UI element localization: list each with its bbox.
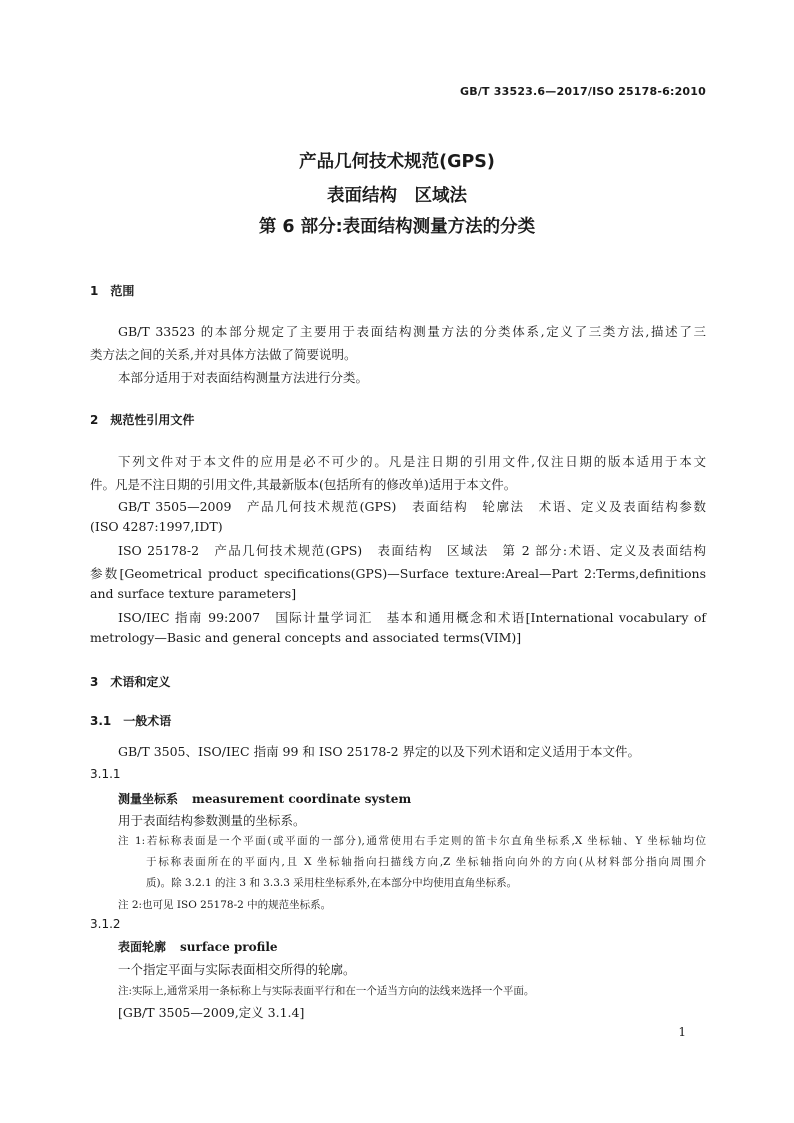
- term-3-1-2-number: 3.1.2: [90, 917, 121, 931]
- ref-2-line-1: ISO 25178-2 产品几何技术规范(GPS) 表面结构 区域法 第 2 部分:术语、定义及表面结构: [118, 543, 706, 558]
- term-3-1-1: [118, 790, 411, 807]
- ref-2-line-2: 参数[Geometrical product specifications(GPS)—Surface texture:Areal—Part 2:Terms,definitions: [90, 566, 706, 581]
- s1-paragraph-1-line-2: 类方法之间的关系,并对具体方法做了简要说明。: [90, 347, 357, 362]
- term-3-1-1-definition: 用于表面结构参数测量的坐标系。: [118, 813, 306, 828]
- term-3-1-2: [118, 938, 278, 955]
- s2-paragraph-1-line-1: 下列文件对于本文件的应用是必不可少的。凡是注日期的引用文件,仅注日期的版本适用于本文: [118, 454, 706, 469]
- term-3-1-1-note-1-line-3: 质)。除 3.2.1 的注 3 和 3.3.3 采用柱坐标系外,在本部分中均使用直角坐标系。: [146, 877, 518, 889]
- ref-1-line-1: GB/T 3505—2009 产品几何技术规范(GPS) 表面结构 轮廓法 术语、定义及表面结构参数: [118, 499, 706, 514]
- ref-1-line-2: (ISO 4287:1997,IDT): [90, 519, 223, 534]
- section-3-heading: 3 术语和定义: [90, 675, 171, 689]
- term-3-1-1-note-1-line-2: 于标称表面所在的平面内,且 X 坐标轴指向扫描线方向,Z 坐标轴指向向外的方向(从材料部分指向周围介: [146, 856, 706, 868]
- term-3-1-1-note-2: 注 2:也可见 ISO 25178-2 中的规范坐标系。: [118, 899, 332, 911]
- term-3-1-2-zh: 表面轮廓: [118, 940, 167, 954]
- term-3-1-1-en: measurement coordinate system: [192, 792, 412, 806]
- title-line-1: 产品几何技术规范(GPS): [299, 152, 495, 172]
- s3-intro: GB/T 3505、ISO/IEC 指南 99 和 ISO 25178-2 界定的以及下列术语和定义适用于本文件。: [118, 744, 641, 759]
- s1-paragraph-1-line-1: GB/T 33523 的本部分规定了主要用于表面结构测量方法的分类体系,定义了三类方法,描述了三: [118, 324, 706, 339]
- ref-3-line-2: metrology—Basic and general concepts and associated terms(VIM)]: [90, 630, 522, 645]
- term-3-1-2-definition: 一个指定平面与实际表面相交所得的轮廓。: [118, 962, 356, 977]
- ref-2-line-3: and surface texture parameters]: [90, 586, 297, 601]
- title-line-3: 第 6 部分:表面结构测量方法的分类: [258, 217, 536, 237]
- title-line-2: 表面结构 区域法: [327, 186, 467, 206]
- ref-3-line-1: ISO/IEC 指南 99:2007 国际计量学词汇 基本和通用概念和术语[International vocabulary of: [118, 610, 706, 625]
- term-3-1-1-number: 3.1.1: [90, 767, 121, 781]
- term-3-1-1-zh: 测量坐标系: [118, 792, 179, 806]
- term-3-1-2-note: 注:实际上,通常采用一条标称上与实际表面平行和在一个适当方向的法线来选择一个平面。: [118, 985, 535, 997]
- term-3-1-2-source: [GB/T 3505—2009,定义 3.1.4]: [118, 1005, 305, 1020]
- s1-paragraph-2: 本部分适用于对表面结构测量方法进行分类。: [118, 370, 369, 385]
- standard-code: GB/T 33523.6—2017/ISO 25178-6:2010: [460, 85, 706, 98]
- section-1-heading: 1 范围: [90, 284, 135, 298]
- term-3-1-1-note-1-line-1: 注 1:若标称表面是一个平面(或平面的一部分),通常使用右手定则的笛卡尔直角坐标系,X 坐标轴、Y 坐标轴均位: [118, 835, 706, 847]
- s2-paragraph-1-line-2: 件。凡是不注日期的引用文件,其最新版本(包括所有的修改单)适用于本文件。: [90, 477, 517, 492]
- section-3-1-heading: 3.1 一般术语: [90, 714, 172, 728]
- page-number: 1: [678, 1025, 686, 1039]
- section-2-heading: 2 规范性引用文件: [90, 413, 195, 427]
- term-3-1-2-en: surface profile: [180, 940, 278, 954]
